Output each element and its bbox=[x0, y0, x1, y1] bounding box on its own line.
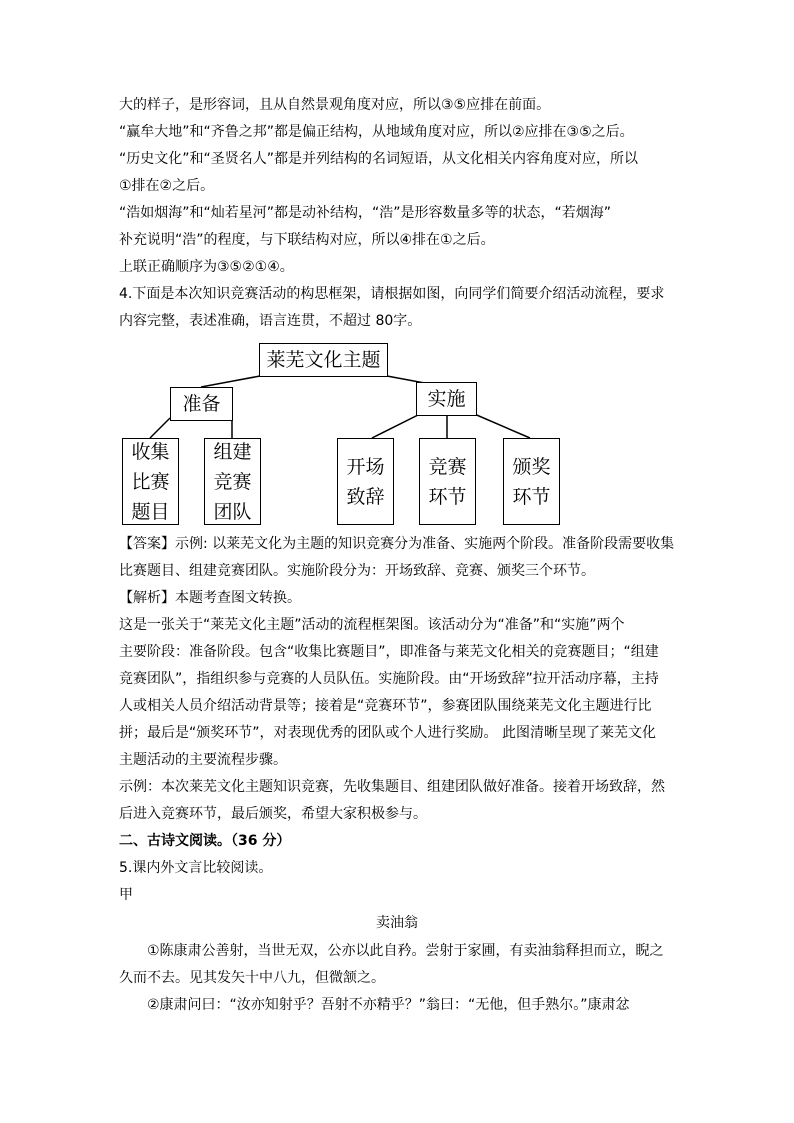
analysis-text: 竞赛团队”，指组织参与竞赛的人员队伍。实施阶段。由“开场致辞”拉开活动序幕，主持 bbox=[119, 671, 659, 687]
answer-text: 比赛题目、组建竞赛团队。实施阶段分为：开场致辞、竞赛、颁奖三个环节。 bbox=[119, 563, 595, 579]
analysis-text: 拼；最后是“颁奖环节”，对表现优秀的团队或个人进行奖励。 此图清晰呈现了莱芜文化 bbox=[119, 725, 656, 741]
passage-label: 甲 bbox=[119, 887, 133, 903]
question-5-prompt: 5.课内外文言比较阅读。 bbox=[119, 860, 273, 876]
node-label: 实施 bbox=[427, 388, 466, 410]
question-4-prompt-cont: 内容完整，表述准确，语言连贯，不超过 80字。 bbox=[119, 313, 422, 329]
section-heading: 二、古诗文阅读。（36 分） bbox=[119, 833, 291, 849]
node-label: 组建 竞赛 团队 bbox=[213, 440, 252, 523]
passage-paragraph: ②康肃问曰：“汝亦知射乎？吾射不亦精乎？”翁曰：“无他，但手熟尔。”康肃忿 bbox=[147, 997, 630, 1013]
text-line: 大的样子，是形容词，且从自然景观角度对应，所以③⑤应排在前面。 bbox=[119, 97, 551, 113]
flowchart-leaf-collect-questions bbox=[122, 438, 179, 525]
example-text: 后进入竞赛环节，最后颁奖，希望大家积极参与。 bbox=[119, 806, 427, 822]
answer-text: 【答案】示例: 以莱芜文化为主题的知识竞赛分为准备、实施两个阶段。准备阶段需要收集 bbox=[119, 536, 675, 552]
example-text: 示例：本次莱芜文化主题知识竞赛，先收集题目、组建团队做好准备。接着开场致辞，然 bbox=[119, 779, 665, 795]
flowchart-leaf-awards bbox=[503, 438, 560, 525]
node-label: 竞赛 环节 bbox=[428, 455, 467, 508]
analysis-text: 主题活动的主要流程步骤。 bbox=[119, 752, 287, 768]
analysis-text: 主要阶段：准备阶段。包含“收集比赛题目”，即准备与莱芜文化相关的竞赛题目；“组建 bbox=[119, 644, 659, 660]
flowchart-leaf-opening-speech bbox=[337, 438, 394, 525]
flowchart-impl-node bbox=[416, 382, 477, 416]
node-label: 莱芜文化主题 bbox=[266, 349, 381, 371]
flowchart-leaf-build-team bbox=[204, 438, 261, 525]
passage-paragraph: ①陈康肃公善射，当世无双，公亦以此自矜。尝射于家圃，有卖油翁释担而立，睨之 bbox=[147, 943, 664, 959]
analysis-text: 这是一张关于“莱芜文化主题”活动的流程框架图。该活动分为“准备”和“实施”两个 bbox=[119, 617, 625, 633]
node-label: 准备 bbox=[182, 393, 221, 415]
flowchart-root-node bbox=[259, 343, 388, 377]
text-line: “赢牟大地”和“齐鲁之邦”都是偏正结构，从地域角度对应，所以②应排在③⑤之后。 bbox=[119, 124, 634, 140]
text-line: 补充说明“浩”的程度，与下联结构对应，所以④排在①之后。 bbox=[119, 232, 495, 248]
flowchart-prep-node bbox=[170, 387, 233, 421]
passage-paragraph: 久而不去。见其发矢十中八九，但微颔之。 bbox=[119, 970, 385, 986]
node-label: 收集 比赛 题目 bbox=[131, 440, 170, 523]
node-label: 开场 致辞 bbox=[346, 455, 385, 508]
node-label: 颁奖 环节 bbox=[512, 455, 551, 508]
flowchart-leaf-competition bbox=[419, 438, 476, 525]
passage-title: 卖油翁 bbox=[376, 915, 418, 931]
question-4-prompt: 4.下面是本次知识竞赛活动的构思框架，请根据如图，向同学们简要介绍活动流程，要求 bbox=[119, 286, 665, 302]
text-line: “历史文化”和“圣贤名人”都是并列结构的名词短语，从文化相关内容角度对应，所以 bbox=[119, 151, 639, 167]
text-line: ①排在②之后。 bbox=[119, 178, 215, 194]
analysis-heading: 【解析】本题考查图文转换。 bbox=[119, 590, 301, 606]
analysis-text: 人或相关人员介绍活动背景等；接着是“竞赛环节”，参赛团队围绕莱芜文化主题进行比 bbox=[119, 698, 652, 714]
text-line: “浩如烟海”和“灿若星河”都是动补结构，“浩”是形容数量多等的状态，“若烟海” bbox=[119, 205, 612, 221]
text-line: 上联正确顺序为③⑤②①④。 bbox=[119, 259, 294, 275]
